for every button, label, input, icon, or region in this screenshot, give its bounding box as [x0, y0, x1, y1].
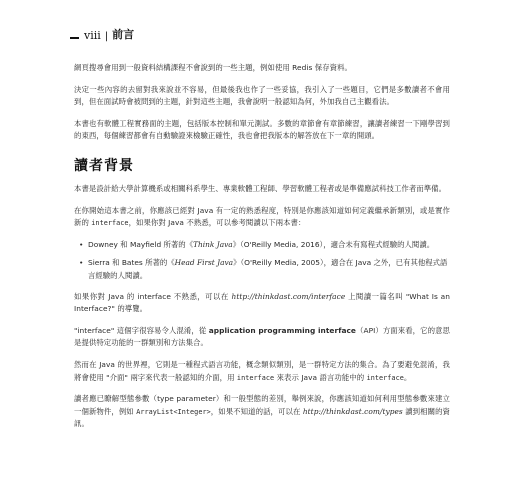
inline-code: interface: [366, 373, 404, 382]
paragraph-type-params: 讀者應已瞭解型態參數（type parameter）和一般型態的差別，舉例來說，你應該知道如何利用型態參數來建立一個新物件，例如 ArrayList<Integer>，如果不知道的話，可以在 http://thinkdast.com/types 讀到相關的資訊。: [74, 394, 450, 429]
page-number: viii: [84, 29, 101, 42]
types-url[interactable]: http://thinkdast.com/types: [302, 406, 403, 416]
inline-code: interface: [236, 373, 275, 382]
paragraph-interface-meaning: "interface" 這個字很容易令人混淆，從 application programming interface（API）方面來看，它的意思是提供特定功能的一群類別和方法集合。: [74, 325, 450, 348]
inline-code: ArrayList<Integer>: [136, 407, 211, 416]
book-title: Head First Java: [174, 258, 234, 268]
paragraph-practice: 本書也有軟體工程實務面的主題，包括版本控制和單元測試。多數的章節會有章節練習，讓讀者練習一下剛學習到的東西，每個練習都會有自動驗證來檢驗正確性，我也會把我版本的解答放在下一章的開頭。: [74, 118, 450, 141]
paragraph-topics: 決定一些內容的去留對我來說並不容易，但最後我也作了一些妥協，我引入了一些題目，它們是多數讀者不會用到，但在面試時會被問到的主題，針對這些主題，我會說明一般認知為何，外加我自己主觀看法。: [74, 84, 450, 107]
paragraph-audience: 本書是設計給大學計算機系或相關科系學生、專業軟體工程師、學習軟體工程者或是準備應試科技工作者而準備。: [74, 183, 447, 193]
section-heading: 讀者背景: [74, 157, 134, 174]
running-head-title: 前言: [112, 28, 135, 41]
list-item-head-first-java: • Sierra 和 Bates 所著的《Head First Java》（O'Reilly Media, 2005），適合在 Java 之外，已有其他程式語言經驗的人閱讀。: [88, 257, 450, 282]
paragraph-interface-java: 然而在 Java 的世界裡，它則是一種程式語言功能，概念類似類別，是一群特定方法的集合。為了要避免混淆，我將會使用 "介面" 兩字來代表一般認知的介面，用 interface 來表示 Java 語言功能中的 interface。: [74, 359, 450, 382]
page-body: [74, 62, 450, 440]
running-head: [70, 28, 134, 42]
running-head-rule: [70, 37, 79, 39]
paragraph-redis: 網頁搜尋會用到一般資料結構課程不會說到的一些主題，例如使用 Redis 保存資料。: [74, 63, 352, 72]
book-title: Think Java: [193, 239, 233, 249]
paragraph-prerequisites: 在你開始這本書之前，你應該已經對 Java 有一定的熟悉程度，特別是你應該知道如何定義繼承新類別，或是實作新的 interface，如果你對 Java 不熟悉，可以參考閱讀以下兩本書：: [74, 205, 450, 228]
bold-term: application programming interface: [208, 325, 356, 335]
inline-code: interface: [91, 219, 129, 228]
running-head-separator: |: [104, 31, 109, 42]
list-item-think-java: • Downey 和 Mayfield 所著的《Think Java》（O'Reilly Media, 2016），適合未有寫程式經驗的人閱讀。: [88, 239, 450, 252]
paragraph-interface-link: 如果你對 Java 的 interface 不熟悉，可以在 http://thinkdast.com/interface 上閱讀一篇名叫 "What Is an Interface?" 的導覽。: [74, 291, 450, 314]
interface-url[interactable]: http://thinkdast.com/interface: [231, 291, 346, 301]
book-list: [74, 239, 450, 283]
